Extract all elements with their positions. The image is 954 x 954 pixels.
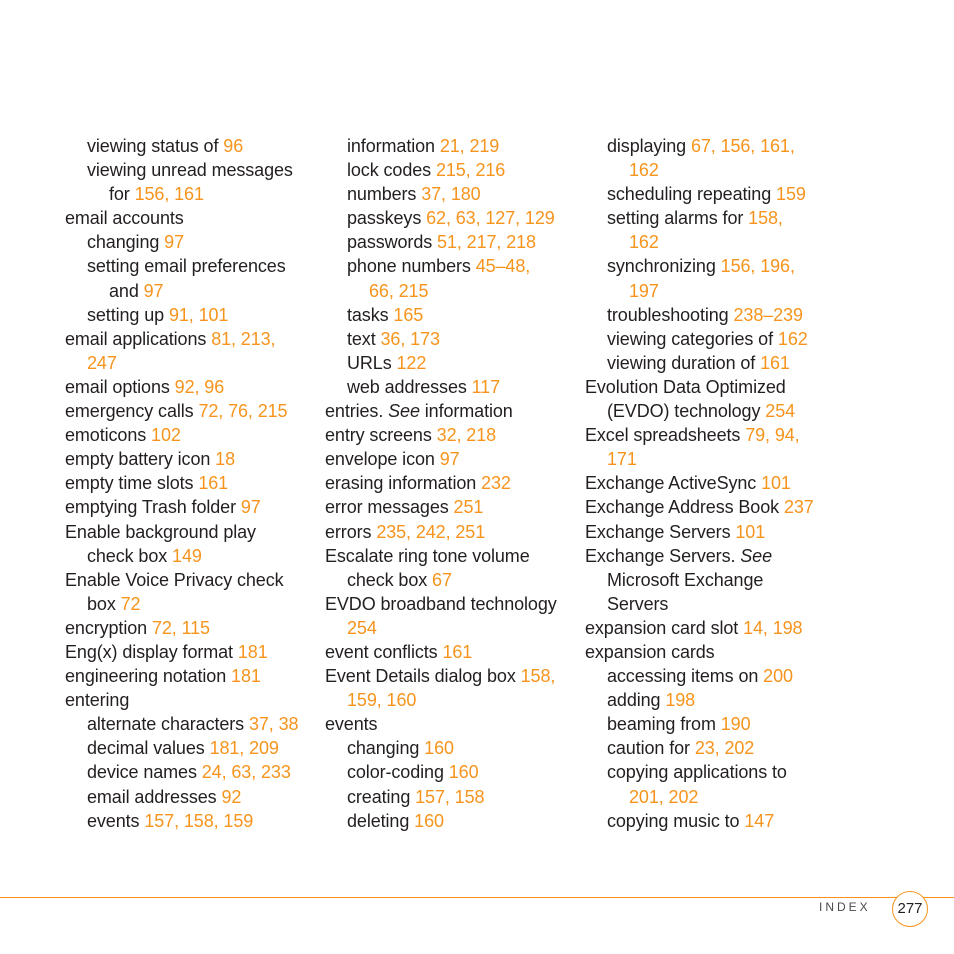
page-reference-link[interactable]: 101 xyxy=(735,521,766,542)
page-reference-link[interactable]: 237 xyxy=(783,497,814,518)
page-reference-link[interactable]: 160 xyxy=(448,762,479,783)
index-term: Exchange Servers xyxy=(585,521,736,542)
index-entry xyxy=(585,134,835,158)
index-term: empty time slots xyxy=(65,473,199,494)
index-entry xyxy=(65,158,315,182)
page-reference-link[interactable]: 72, 115 xyxy=(151,617,210,638)
index-term: Excel spreadsheets xyxy=(585,425,746,446)
index-term: entering xyxy=(65,690,130,711)
page-reference-link[interactable]: 181 xyxy=(231,666,261,687)
page-reference-link[interactable]: 190 xyxy=(720,714,751,735)
page-reference-link[interactable]: 32, 218 xyxy=(436,425,497,446)
index-entry xyxy=(65,568,315,592)
index-entry xyxy=(585,664,835,688)
index-entry xyxy=(325,447,575,471)
index-term: erasing information xyxy=(325,473,482,494)
index-entry xyxy=(585,206,835,230)
page-reference-link[interactable]: 159 xyxy=(776,184,806,205)
page-reference-link[interactable]: 101 xyxy=(761,473,791,494)
index-entry xyxy=(325,351,575,375)
index-term: caution for xyxy=(607,738,695,759)
index-term: deleting xyxy=(347,810,415,831)
page-reference-link[interactable]: 97 xyxy=(164,232,184,253)
index-entry xyxy=(65,423,315,447)
page-reference-link[interactable]: 162 xyxy=(629,160,659,181)
see-reference: See xyxy=(388,401,420,422)
index-entry xyxy=(65,616,315,640)
index-term: encryption xyxy=(65,617,152,638)
index-term: expansion card slot xyxy=(585,617,744,638)
index-column-1 xyxy=(65,134,315,833)
index-term: entry screens xyxy=(325,425,437,446)
index-term: Evolution Data Optimized xyxy=(585,376,786,397)
index-term: displaying xyxy=(607,136,691,156)
index-entry xyxy=(585,592,835,616)
index-entry xyxy=(585,327,835,351)
page-reference-link[interactable]: 97 xyxy=(439,449,460,470)
index-entry xyxy=(325,688,575,712)
index-term: troubleshooting xyxy=(607,304,734,325)
index-term: numbers xyxy=(347,184,422,205)
index-term: viewing status of xyxy=(87,136,224,156)
index-term: phone numbers xyxy=(347,256,476,277)
page-reference-link[interactable]: 156, 161 xyxy=(134,184,204,205)
index-term: EVDO broadband technology xyxy=(325,593,557,614)
page-reference-link[interactable]: 181 xyxy=(237,641,268,662)
index-entry xyxy=(65,495,315,519)
page-reference-link[interactable]: 160 xyxy=(414,810,444,831)
index-term: tasks xyxy=(347,304,394,325)
index-entry xyxy=(585,423,835,447)
index-entry xyxy=(325,809,575,833)
index-entry xyxy=(325,520,575,544)
page-reference-link[interactable]: 232 xyxy=(481,473,511,494)
page-reference-link[interactable]: 215, 216 xyxy=(435,160,506,181)
index-term: changing xyxy=(347,738,425,759)
index-term: web addresses xyxy=(347,376,472,397)
index-term: Microsoft Exchange xyxy=(607,569,764,590)
index-entry xyxy=(325,158,575,182)
index-entry xyxy=(65,399,315,423)
index-term: expansion cards xyxy=(585,641,715,662)
index-entry xyxy=(325,375,575,399)
index-entry xyxy=(65,736,315,760)
page-reference-link[interactable]: 247 xyxy=(87,352,117,373)
page-reference-link[interactable]: 161 xyxy=(760,352,790,373)
page-reference-link[interactable]: 117 xyxy=(471,376,501,397)
page-reference-link[interactable]: 92 xyxy=(221,786,242,807)
index-entry xyxy=(585,399,835,423)
page-reference-link[interactable]: 254 xyxy=(347,617,377,638)
page-reference-link[interactable]: 67, 156, 161, xyxy=(690,136,795,156)
index-entry xyxy=(65,471,315,495)
page-reference-link[interactable]: 97 xyxy=(143,280,164,301)
index-entry xyxy=(325,568,575,592)
index-entry xyxy=(585,568,835,592)
index-term: engineering notation xyxy=(65,666,232,687)
index-term: error messages xyxy=(325,497,454,518)
index-entry xyxy=(585,785,835,809)
index-term: Enable Voice Privacy check xyxy=(65,569,284,590)
page-reference-link[interactable]: 235, 242, 251 xyxy=(376,521,486,542)
page-reference-link[interactable]: 251 xyxy=(453,497,484,518)
index-term: setting email preferences xyxy=(87,256,286,277)
page-reference-link[interactable]: 81, 213, xyxy=(211,328,276,349)
page-reference-link[interactable]: 181, 209 xyxy=(209,738,279,759)
index-entry xyxy=(65,664,315,688)
page-reference-link[interactable]: 156, 196, xyxy=(720,256,795,277)
page-reference-link[interactable]: 62, 63, 127, 129 xyxy=(426,208,555,229)
index-entry xyxy=(325,134,575,158)
page-reference-link[interactable]: 96 xyxy=(223,136,244,156)
page-reference-link[interactable]: 198 xyxy=(665,690,696,711)
index-term: Enable background play xyxy=(65,521,256,542)
index-term: for xyxy=(109,184,135,205)
index-entry xyxy=(325,712,575,736)
index-entry xyxy=(65,712,315,736)
index-term: accessing items on xyxy=(607,666,764,687)
index-entry xyxy=(325,182,575,206)
index-entry xyxy=(325,206,575,230)
index-entry xyxy=(325,423,575,447)
page-reference-link[interactable]: 197 xyxy=(629,280,659,301)
index-term: emptying Trash folder xyxy=(65,497,241,518)
page-reference-link[interactable]: 21, 219 xyxy=(439,136,500,156)
index-term: errors xyxy=(325,521,377,542)
index-term: changing xyxy=(87,232,165,253)
index-term: scheduling repeating xyxy=(607,184,777,205)
page-reference-link[interactable]: 158, xyxy=(748,208,783,229)
index-term: device names xyxy=(87,762,202,783)
index-entry xyxy=(65,206,315,230)
index-term: email applications xyxy=(65,328,212,349)
index-term: empty battery icon xyxy=(65,449,216,470)
index-entry xyxy=(585,640,835,664)
index-term: decimal values xyxy=(87,738,210,759)
index-entry xyxy=(325,736,575,760)
index-term: box xyxy=(87,593,121,614)
page-reference-link[interactable]: 45–48, xyxy=(475,256,531,277)
page-reference-link[interactable]: 147 xyxy=(744,810,775,831)
index-entry xyxy=(585,736,835,760)
index-term: adding xyxy=(607,690,666,711)
index-term: email accounts xyxy=(65,208,184,229)
index-entry xyxy=(325,230,575,254)
index-term: Escalate ring tone volume xyxy=(325,545,530,566)
page-reference-link[interactable]: 37, 180 xyxy=(421,184,481,205)
index-entry xyxy=(585,254,835,278)
index-entry xyxy=(585,351,835,375)
index-entry xyxy=(65,520,315,544)
index-term: events xyxy=(87,810,145,831)
index-term: viewing categories of xyxy=(607,328,778,349)
footer-rule xyxy=(0,897,954,898)
index-term: Servers xyxy=(607,593,669,614)
index-term: (EVDO) technology xyxy=(607,401,766,422)
page-reference-link[interactable]: 23, 202 xyxy=(694,738,755,759)
index-entry xyxy=(65,785,315,809)
index-entry xyxy=(325,471,575,495)
index-entry xyxy=(325,592,575,616)
page-reference-link[interactable]: 72, 76, 215 xyxy=(198,401,288,422)
page-reference-link[interactable]: 91, 101 xyxy=(168,304,229,325)
index-term: lock codes xyxy=(347,160,436,181)
footer-section-label: INDEX xyxy=(819,900,871,914)
page-reference-link[interactable]: 162 xyxy=(629,232,659,253)
page-reference-link[interactable]: 14, 198 xyxy=(743,617,803,638)
index-entry xyxy=(585,182,835,206)
index-term: check box xyxy=(347,569,433,590)
page-reference-link[interactable]: 18 xyxy=(215,449,235,470)
page-reference-link[interactable]: 67 xyxy=(432,569,452,590)
index-term: text xyxy=(347,328,381,349)
index-term: Exchange Address Book xyxy=(585,497,784,518)
page-reference-link[interactable]: 161 xyxy=(442,641,473,662)
page-number-badge: 277 xyxy=(892,891,928,927)
index-term: copying applications to xyxy=(607,762,787,783)
index-entry xyxy=(585,471,835,495)
page-reference-link[interactable]: 159, 160 xyxy=(347,690,417,711)
page-reference-link[interactable]: 102 xyxy=(151,425,181,446)
index-entry xyxy=(65,303,315,327)
index-entry xyxy=(325,327,575,351)
index-term: setting up xyxy=(87,304,169,325)
index-entry xyxy=(65,760,315,784)
index-column-3 xyxy=(585,134,835,833)
index-entry xyxy=(325,760,575,784)
index-entry xyxy=(325,495,575,519)
index-term: entries. xyxy=(325,401,389,422)
see-reference: See xyxy=(740,545,773,566)
index-entry xyxy=(585,760,835,784)
index-entry xyxy=(65,375,315,399)
index-entry xyxy=(65,230,315,254)
index-entry xyxy=(585,447,835,471)
index-entry xyxy=(585,520,835,544)
index-term: Exchange ActiveSync xyxy=(585,473,762,494)
page-reference-link[interactable]: 97 xyxy=(240,497,261,518)
page-reference-link[interactable]: 79, 94, xyxy=(745,425,800,446)
page-reference-link[interactable]: 165 xyxy=(393,304,424,325)
index-entry xyxy=(585,230,835,254)
index-term: viewing duration of xyxy=(607,352,761,373)
index-entry xyxy=(325,616,575,640)
index-entry xyxy=(325,785,575,809)
index-term: Eng(x) display format xyxy=(65,641,238,662)
index-entry xyxy=(585,303,835,327)
page-reference-link[interactable]: 161 xyxy=(198,473,229,494)
index-column-2 xyxy=(325,134,575,833)
page-reference-link[interactable]: 37, 38 xyxy=(248,714,299,735)
index-entry xyxy=(585,544,835,568)
index-entry xyxy=(585,375,835,399)
index-term: envelope icon xyxy=(325,449,440,470)
page-reference-link[interactable]: 72 xyxy=(120,593,141,614)
page-reference-link[interactable]: 122 xyxy=(396,352,427,373)
index-term: URLs xyxy=(347,352,397,373)
index-entry xyxy=(65,182,315,206)
index-term: event conflicts xyxy=(325,641,443,662)
index-entry xyxy=(325,279,575,303)
index-term: and xyxy=(109,280,144,301)
index-term: Event Details dialog box xyxy=(325,666,521,687)
index-entry xyxy=(65,254,315,278)
index-entry xyxy=(585,688,835,712)
index-term: setting alarms for xyxy=(607,208,749,229)
index-term: events xyxy=(325,714,378,735)
index-term: passwords xyxy=(347,232,438,253)
index-entry xyxy=(585,616,835,640)
index-entry xyxy=(65,688,315,712)
index-entry xyxy=(325,254,575,278)
index-entry xyxy=(325,399,575,423)
index-term: Exchange Servers. xyxy=(585,545,741,566)
index-term: synchronizing xyxy=(607,256,721,277)
page-reference-link[interactable]: 162 xyxy=(777,328,808,349)
page-reference-link[interactable]: 149 xyxy=(172,545,202,566)
page-reference-link[interactable]: 200 xyxy=(763,666,793,687)
index-term: email addresses xyxy=(87,786,222,807)
index-term: check box xyxy=(87,545,173,566)
page-reference-link[interactable]: 160 xyxy=(424,738,454,759)
index-term: copying music to xyxy=(607,810,745,831)
page-reference-link[interactable]: 238–239 xyxy=(733,304,803,325)
index-entry xyxy=(65,279,315,303)
page-reference-link[interactable]: 24, 63, 233 xyxy=(201,762,291,783)
index-term: information xyxy=(347,136,440,156)
index-term: color-coding xyxy=(347,762,449,783)
index-entry xyxy=(585,712,835,736)
index-entry xyxy=(585,158,835,182)
index-entry xyxy=(585,279,835,303)
index-term: emoticons xyxy=(65,425,152,446)
index-term: emergency calls xyxy=(65,401,199,422)
index-term: email options xyxy=(65,376,175,397)
index-term: alternate characters xyxy=(87,714,249,735)
index-entry xyxy=(585,809,835,833)
index-term: creating xyxy=(347,786,416,807)
page-reference-link[interactable]: 66, 215 xyxy=(369,280,429,301)
index-entry xyxy=(65,809,315,833)
index-entry xyxy=(65,134,315,158)
index-entry xyxy=(325,664,575,688)
index-entry xyxy=(65,447,315,471)
index-entry xyxy=(325,544,575,568)
index-entry xyxy=(325,303,575,327)
page-reference-link[interactable]: 92, 96 xyxy=(174,376,225,397)
index-entry xyxy=(65,640,315,664)
page-reference-link[interactable]: 157, 158, 159 xyxy=(144,810,254,831)
index-entry xyxy=(585,495,835,519)
page-reference-link[interactable]: 201, 202 xyxy=(629,786,699,807)
index-term: viewing unread messages xyxy=(87,160,293,181)
index-term: passkeys xyxy=(347,208,427,229)
page-reference-link[interactable]: 157, 158 xyxy=(415,786,485,807)
page-reference-link[interactable]: 36, 173 xyxy=(380,328,440,349)
page-reference-link[interactable]: 171 xyxy=(607,449,637,470)
see-target: information xyxy=(419,401,513,422)
page-reference-link[interactable]: 51, 217, 218 xyxy=(437,232,536,253)
index-entry xyxy=(65,327,315,351)
index-entry xyxy=(65,544,315,568)
index-entry xyxy=(65,592,315,616)
index-entry xyxy=(65,351,315,375)
page-reference-link[interactable]: 158, xyxy=(520,666,556,687)
index-term: beaming from xyxy=(607,714,721,735)
page-reference-link[interactable]: 254 xyxy=(765,401,796,422)
index-entry xyxy=(325,640,575,664)
